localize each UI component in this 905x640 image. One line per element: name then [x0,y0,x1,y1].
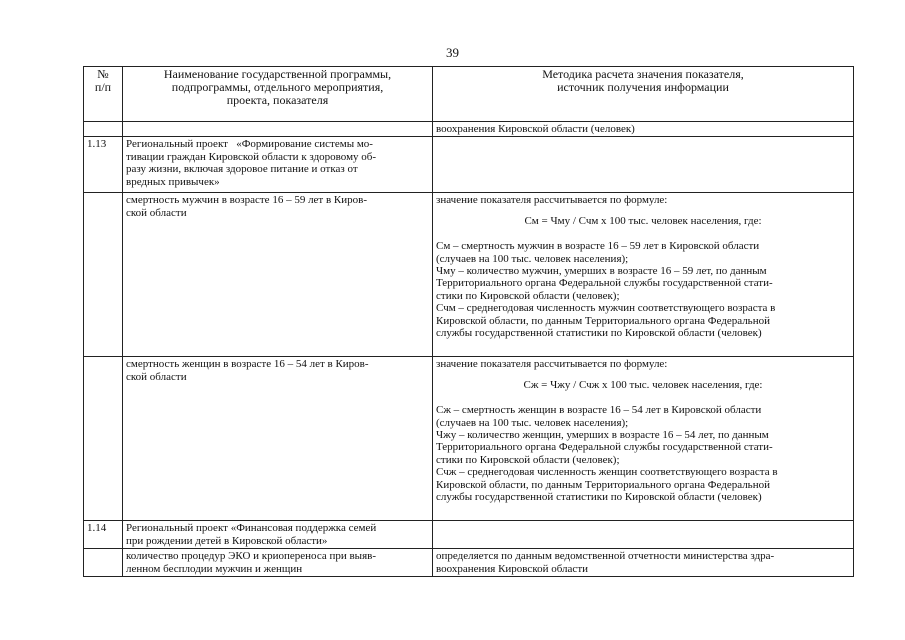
header-name [123,67,433,122]
cell-num [84,122,123,137]
cell-name [123,137,433,193]
formula: Сж = Чжу / Счж х 100 тыс. человек населения, где: [523,378,763,391]
method-line: стики по Кировской области (человек); [436,289,620,302]
cell-name [123,521,433,549]
method-line: Территориального органа Федеральной службы государственной стати- [436,441,773,454]
cell-method [433,521,854,549]
cell-num: 1.13 [84,137,123,193]
header-num-line: № [97,67,109,81]
table-row [84,122,854,137]
method-line: воохранения Кировской области [436,562,589,575]
cell-name [123,122,433,137]
cell-num [84,193,123,357]
formula: См = Чму / Счм х 100 тыс. человек населения, где: [524,214,762,227]
table-row [84,193,854,357]
method-line: (случаев на 100 тыс. человек населения); [436,416,629,429]
table-row [84,357,854,521]
name-line: смертность женщин в возрасте 16 – 54 лет в Киров- [126,358,369,371]
table-row [84,137,854,193]
cell-num [84,357,123,521]
table-row [84,549,854,577]
method-line: службы государственной статистики по Кировской области (человек) [436,327,762,340]
cell-method [433,137,854,193]
method-line: Кировской области, по данным Территориального органа Федеральной [436,478,770,491]
cell-name [123,193,433,357]
cell-name [123,357,433,521]
header-name-line: подпрограммы, отдельного мероприятия, [171,80,384,94]
name-line: Региональный проект «Формирование системы мо- [126,138,373,151]
method-line: Сж – смертность женщин в возрасте 16 – 54 лет в Кировской области [436,404,762,417]
method-line: Кировской области, по данным Территориального органа Федеральной [436,314,770,327]
method-line: стики по Кировской области (человек); [436,453,620,466]
header-num-line: п/п [94,80,112,94]
method-line: службы государственной статистики по Кировской области (человек) [436,491,762,504]
name-line: ленном бесплодии мужчин и женщин [126,562,303,575]
header-method-line: источник получения информации [557,80,729,94]
header-name-line: Наименование государственной программы, [163,67,392,81]
cell-name [123,549,433,577]
method-line: Территориального органа Федеральной службы государственной стати- [436,277,773,290]
page-number: 39 [446,45,459,60]
method-line: Счм – среднегодовая численность мужчин соответствующего возраста в [436,302,776,315]
table-header-row [84,67,854,122]
cell-method [433,357,854,521]
name-line: количество процедур ЭКО и криопереноса при выяв- [126,550,376,563]
cell-method [433,193,854,357]
name-line: ской области [126,370,187,383]
name-line: смертность мужчин в возрасте 16 – 59 лет в Киров- [126,194,368,207]
name-line: вредных привычек» [126,175,220,188]
method-intro: значение показателя рассчитывается по формуле: [436,358,668,371]
cell-num: 1.14 [84,521,123,549]
method-intro: значение показателя рассчитывается по формуле: [436,194,668,207]
continuation-text: воохранения Кировской области (человек) [436,123,635,135]
method-line: Чжу – количество женщин, умерших в возрасте 16 – 54 лет, по данным [436,429,769,442]
cell-method [433,549,854,577]
name-line: Региональный проект «Финансовая поддержка семей [126,522,377,535]
name-line: тивации граждан Кировской области к здоровому об- [126,150,377,163]
cell-method [433,122,854,137]
indicators-table [83,66,854,577]
header-num [84,67,123,122]
name-line: разу жизни, включая здоровое питание и отказ от [126,163,358,176]
method-line: См – смертность мужчин в возрасте 16 – 59 лет в Кировской области [436,240,760,253]
header-method [433,67,854,122]
name-line: ской области [126,206,187,219]
header-name-line: проекта, показателя [226,93,329,107]
table-row [84,521,854,549]
name-line: при рождении детей в Кировской области» [126,534,328,547]
method-line: (случаев на 100 тыс. человек населения); [436,252,629,265]
method-line: Счж – среднегодовая численность женщин соответствующего возраста в [436,466,778,479]
header-method-line: Методика расчета значения показателя, [542,67,744,81]
method-line: определяется по данным ведомственной отчетности министерства здра- [436,550,775,563]
cell-num [84,549,123,577]
method-line: Чму – количество мужчин, умерших в возрасте 16 – 59 лет, по данным [436,265,767,278]
